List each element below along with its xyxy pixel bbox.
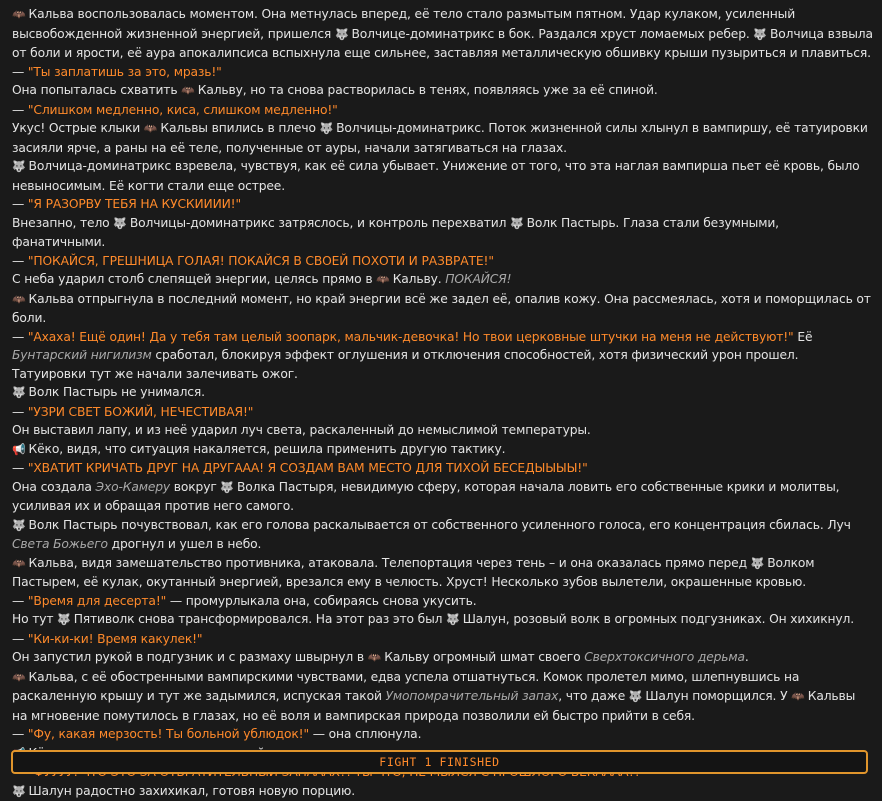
bat-icon: 🦇 bbox=[12, 291, 26, 310]
ability-name: Умопомрачительный запах bbox=[386, 689, 559, 703]
log-text: , что даже bbox=[558, 689, 629, 703]
quoted-speech: "Фу, какая мерзость! Ты больной ублюдок!" bbox=[28, 727, 309, 741]
log-text: . bbox=[745, 650, 749, 664]
log-text: — bbox=[12, 405, 28, 419]
log-text: Кальву огромный шмат своего bbox=[384, 650, 584, 664]
quoted-speech: "ХВАТИТ КРИЧАТЬ ДРУГ НА ДРУГААА! Я СОЗДАМ ВАМ МЕСТО ДЛЯ ТИХОЙ БЕСЕДЫЫЫЫ!" bbox=[28, 461, 588, 475]
log-line-speech bbox=[12, 328, 874, 384]
wolf-icon: 🐺 bbox=[12, 158, 26, 177]
log-text: Кальва, с её обостренными вампирскими чувствами, едва успела отшатнуться. Комок пролетел мимо, шлепнувшись на раскаленную крышу и тут же задымился, испуская такой bbox=[12, 670, 799, 704]
log-line-speech bbox=[12, 195, 874, 214]
log-text: Кальва воспользовалась моментом. Она метнулась вперед, её тело стало размытым пятном. Удар кулаком, усиленный высвобожденной жизненной энергией, пришелся bbox=[12, 7, 795, 41]
bat-icon: 🦇 bbox=[791, 688, 805, 707]
wolf-icon: 🐺 bbox=[12, 783, 26, 801]
ability-name: Света Божьего bbox=[12, 537, 108, 551]
log-text: Внезапно, тело bbox=[12, 216, 113, 230]
log-text: — промурлыкала она, собираясь снова укусить. bbox=[166, 594, 476, 608]
ability-name: Сверхтоксичного дерьма bbox=[584, 650, 745, 664]
log-text: Волчица-доминатрикс взревела, чувствуя, как её сила убывает. Унижение от того, что эта наглая вампирша пьет её кровь, было невыносимым. Её когти стали еще острее. bbox=[12, 159, 860, 193]
log-text: дрогнул и ушел в небо. bbox=[108, 537, 261, 551]
wolf-icon: 🐺 bbox=[113, 215, 127, 234]
log-text: Она создала bbox=[12, 480, 96, 494]
log-line bbox=[12, 119, 874, 157]
quoted-speech: "ПОКАЙСЯ, ГРЕШНИЦА ГОЛАЯ! ПОКАЙСЯ В СВОЕЙ ПОХОТИ И РАЗВРАТЕ!" bbox=[28, 254, 494, 268]
log-line bbox=[12, 421, 874, 440]
log-text: Укус! Острые клыки bbox=[12, 121, 144, 135]
wolf-icon: 🐺 bbox=[320, 120, 334, 139]
log-text: — bbox=[12, 254, 28, 268]
log-line-speech bbox=[12, 101, 874, 120]
bat-icon: 🦇 bbox=[12, 555, 26, 574]
log-text: Пятиволк снова трансформировался. На этот раз это был bbox=[74, 612, 446, 626]
log-text: Кальвы впились в плечо bbox=[160, 121, 319, 135]
log-line bbox=[12, 782, 874, 801]
bat-icon: 🦇 bbox=[368, 649, 382, 668]
bat-icon: 🦇 bbox=[181, 82, 195, 101]
log-line bbox=[12, 5, 874, 63]
ability-name: Эхо-Камеру bbox=[96, 480, 171, 494]
log-text: Волк Пастырь почувствовал, как его голова раскалывается от собственного усиленного голоса, его концентрация сбилась. Луч bbox=[29, 518, 851, 532]
log-text: Кальва, видя замешательство противника, атаковала. Телепортация через тень – и она оказалась прямо перед bbox=[29, 556, 751, 570]
log-line bbox=[12, 270, 874, 290]
log-text: Но тут bbox=[12, 612, 57, 626]
log-text: Волк Пастырь не унимался. bbox=[29, 385, 205, 399]
bat-icon: 🦇 bbox=[12, 669, 26, 688]
log-text: Волчице-доминатрикс в бок. Раздался хруст ломаемых ребер. bbox=[351, 27, 753, 41]
log-text: Волчицы-доминатрикс затряслось, и контроль перехватил bbox=[130, 216, 510, 230]
wolf-icon: 🐺 bbox=[12, 384, 26, 403]
log-text: вокруг bbox=[170, 480, 220, 494]
quoted-speech: "Ты заплатишь за это, мразь!" bbox=[28, 65, 222, 79]
log-line-speech bbox=[12, 252, 874, 271]
ability-name: ПОКАЙСЯ! bbox=[445, 272, 511, 286]
log-text: — bbox=[12, 727, 28, 741]
log-line bbox=[12, 668, 874, 726]
ability-name: Бунтарский нигилизм bbox=[12, 348, 152, 362]
wolf-icon: 🐺 bbox=[753, 26, 767, 45]
wolf-icon: 🐺 bbox=[12, 517, 26, 536]
log-line bbox=[12, 157, 874, 195]
log-text: Кальвы на мгновение помутилось в глазах, но её воля и вампирская природа позволили ей быстро прийти в себя. bbox=[12, 689, 855, 723]
log-text: С неба ударил столб слепящей энергии, целясь прямо в bbox=[12, 272, 376, 286]
log-line bbox=[12, 214, 874, 252]
wolf-icon: 🐺 bbox=[629, 688, 643, 707]
log-text: — bbox=[12, 65, 28, 79]
log-text: Шалун радостно захихикал, готовя новую порцию. bbox=[29, 784, 355, 798]
log-text: — bbox=[12, 330, 28, 344]
bat-icon: 🦇 bbox=[12, 6, 26, 25]
wolf-icon: 🐺 bbox=[220, 479, 234, 498]
log-line bbox=[12, 290, 874, 328]
log-text: Шалун поморщился. У bbox=[645, 689, 791, 703]
quoted-speech: "Ахаха! Ещё один! Да у тебя там целый зоопарк, мальчик-девочка! Но твои церковные штучки на меня не действуют!" bbox=[28, 330, 794, 344]
log-line bbox=[12, 516, 874, 554]
log-text: — bbox=[12, 594, 28, 608]
combat-log bbox=[12, 5, 874, 801]
log-line bbox=[12, 383, 874, 403]
log-text: Он запустил рукой в подгузник и с размаху швырнул в bbox=[12, 650, 368, 664]
quoted-speech: "Я РАЗОРВУ ТЕБЯ НА КУСКИИИИ!" bbox=[28, 197, 241, 211]
wolf-icon: 🐺 bbox=[335, 26, 349, 45]
log-text: Волк Пастырь. Глаза стали безумными, фанатичными. bbox=[12, 216, 779, 250]
log-text: Кальву, но та снова растворилась в тенях, появляясь уже за её спиной. bbox=[198, 83, 658, 97]
log-text: Она попыталась схватить bbox=[12, 83, 181, 97]
log-line bbox=[12, 440, 874, 460]
quoted-speech: "Слишком медленно, киса, слишком медленно!" bbox=[28, 103, 338, 117]
quoted-speech: "Ки-ки-ки! Время какулек!" bbox=[28, 632, 203, 646]
log-text: — bbox=[12, 461, 28, 475]
megaphone-icon: 📢 bbox=[12, 441, 26, 460]
log-text: — bbox=[12, 632, 28, 646]
log-line bbox=[12, 81, 874, 101]
fight-status-bar bbox=[11, 750, 868, 774]
wolf-icon: 🐺 bbox=[751, 555, 765, 574]
log-text: — она сплюнула. bbox=[309, 727, 421, 741]
quoted-speech: "УЗРИ СВЕТ БОЖИЙ, НЕЧЕСТИВАЯ!" bbox=[28, 405, 253, 419]
log-text: Волчица взвыла от боли и ярости, её аура апокалипсиса вспыхнула еще сильнее, заставляя металлическую обшивку крыши пузыриться и плавиться. bbox=[12, 27, 873, 61]
log-text: — bbox=[12, 197, 28, 211]
log-line bbox=[12, 648, 874, 668]
log-line-speech bbox=[12, 725, 874, 744]
log-text: Волком Пастырем, её кулак, окутанный энергией, врезался ему в челюсть. Хруст! Несколько зубов вылетели, окрашенные кровью. bbox=[12, 556, 814, 590]
log-line-speech bbox=[12, 630, 874, 649]
log-text: сработал, блокируя эффект оглушения и отключения способностей, хотя физический урон прошел. Татуировки тут же начали залечивать ожог. bbox=[12, 348, 798, 381]
bat-icon: 🦇 bbox=[376, 271, 390, 290]
log-text: Волчицы-доминатрикс. Поток жизненной силы хлынул в вампиршу, её татуировки засияли ярче, а раны на её теле, полученные от ауры, начали затягиваться на глазах. bbox=[12, 121, 868, 155]
log-text: Её bbox=[794, 330, 813, 344]
fight-status-label: FIGHT 1 FINISHED bbox=[379, 755, 499, 769]
wolf-icon: 🐺 bbox=[57, 611, 71, 630]
bat-icon: 🦇 bbox=[144, 120, 158, 139]
log-text: Кальву. bbox=[393, 272, 446, 286]
log-text: Волка Пастыря, невидимую сферу, которая начала ловить его собственные крики и молитвы, усиливая их и обращая против него самого. bbox=[12, 480, 839, 514]
log-text: Он выставил лапу, и из неё ударил луч света, раскаленный до немыслимой температуры. bbox=[12, 423, 591, 437]
quoted-speech: "Время для десерта!" bbox=[28, 594, 166, 608]
log-line bbox=[12, 554, 874, 592]
log-text: Кёко, видя, что ситуация накаляется, решила применить другую тактику. bbox=[29, 442, 506, 456]
log-line-speech bbox=[12, 592, 874, 611]
log-line-speech bbox=[12, 403, 874, 422]
wolf-icon: 🐺 bbox=[446, 611, 460, 630]
log-line-speech bbox=[12, 459, 874, 478]
log-line bbox=[12, 610, 874, 630]
log-text: — bbox=[12, 103, 28, 117]
wolf-icon: 🐺 bbox=[510, 215, 524, 234]
log-line-speech bbox=[12, 63, 874, 82]
log-text: Кальва отпрыгнула в последний момент, но край энергии всё же задел её, опалив кожу. Она рассмеялась, хотя и поморщилась от боли. bbox=[12, 292, 871, 326]
log-text: Шалун, розовый волк в огромных подгузниках. Он хихикнул. bbox=[463, 612, 854, 626]
log-line bbox=[12, 478, 874, 516]
